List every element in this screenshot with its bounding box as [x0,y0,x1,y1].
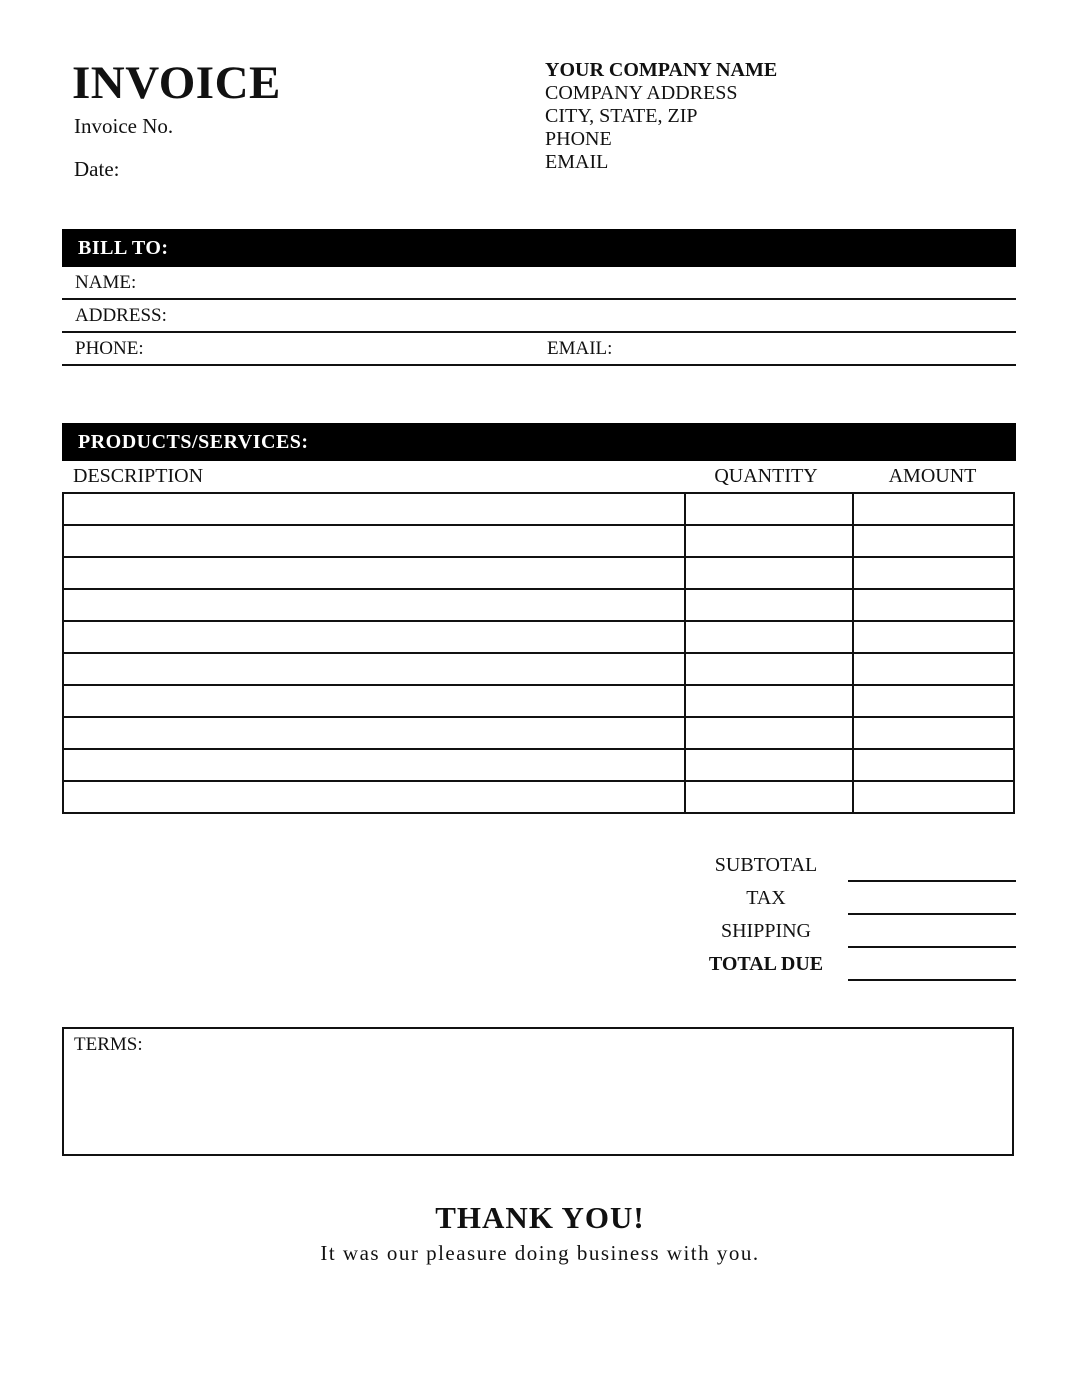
table-row [64,622,1013,654]
item-quantity-cell[interactable] [684,494,852,524]
item-amount-cell[interactable] [852,718,1013,748]
phone-label: PHONE: [75,338,144,359]
totals-block [62,852,1016,984]
items-column-headers [62,461,1015,491]
item-quantity-cell[interactable] [684,686,852,716]
terms-label: TERMS: [74,1034,143,1055]
company-name: YOUR COMPANY NAME [545,59,778,81]
company-info-block [545,59,777,174]
item-quantity-cell[interactable] [684,558,852,588]
table-row [64,782,1013,812]
footer [0,1200,1080,1266]
bill-to-phone-email-row[interactable] [62,333,1016,366]
page-title: INVOICE [72,57,281,109]
bill-to-name-row[interactable] [62,267,1016,300]
item-quantity-cell[interactable] [684,782,852,812]
item-description-cell[interactable] [64,590,684,620]
item-description-cell[interactable] [64,782,684,812]
item-amount-cell[interactable] [852,750,1013,780]
item-quantity-cell[interactable] [684,526,852,556]
date-label: Date: [74,157,120,181]
item-amount-cell[interactable] [852,686,1013,716]
item-amount-cell[interactable] [852,622,1013,652]
shipping-row [62,918,1016,951]
column-header-description: DESCRIPTION [73,465,204,487]
total-due-blank-line[interactable] [848,979,1016,981]
item-quantity-cell[interactable] [684,718,852,748]
table-row [64,654,1013,686]
column-header-amount: AMOUNT [888,465,977,487]
item-description-cell[interactable] [64,494,684,524]
item-description-cell[interactable] [64,654,684,684]
email-label: EMAIL: [547,338,613,359]
table-row [64,718,1013,750]
tax-blank-line[interactable] [848,913,1016,915]
address-label: ADDRESS: [75,305,167,326]
table-row [64,558,1013,590]
item-quantity-cell[interactable] [684,590,852,620]
total-due-label: TOTAL DUE [708,953,824,975]
terms-box[interactable] [62,1027,1014,1156]
item-amount-cell[interactable] [852,590,1013,620]
item-description-cell[interactable] [64,718,684,748]
shipping-blank-line[interactable] [848,946,1016,948]
items-table [62,492,1015,814]
item-quantity-cell[interactable] [684,654,852,684]
thank-you-text: THANK YOU! [435,1200,645,1235]
invoice-number-label: Invoice No. [74,114,174,138]
column-header-quantity: QUANTITY [714,465,818,487]
name-label: NAME: [75,272,137,293]
item-amount-cell[interactable] [852,526,1013,556]
item-description-cell[interactable] [64,750,684,780]
item-amount-cell[interactable] [852,654,1013,684]
table-row [64,686,1013,718]
tax-label: TAX [746,887,786,909]
item-description-cell[interactable] [64,558,684,588]
company-city-state-zip: CITY, STATE, ZIP [545,105,698,127]
shipping-label: SHIPPING [720,920,812,942]
table-row [64,590,1013,622]
subtotal-label: SUBTOTAL [714,854,818,876]
footer-message: It was our pleasure doing business with you. [320,1241,760,1265]
bill-to-section-header: BILL TO: [62,229,1016,267]
tax-row [62,885,1016,918]
item-amount-cell[interactable] [852,558,1013,588]
company-phone: PHONE [545,128,612,150]
company-address: COMPANY ADDRESS [545,82,738,104]
item-quantity-cell[interactable] [684,622,852,652]
company-email: EMAIL [545,151,609,173]
subtotal-row [62,852,1016,885]
item-amount-cell[interactable] [852,494,1013,524]
item-quantity-cell[interactable] [684,750,852,780]
table-row [64,494,1013,526]
item-amount-cell[interactable] [852,782,1013,812]
table-row [64,526,1013,558]
total-due-row [62,951,1016,984]
products-section-header: PRODUCTS/SERVICES: [62,423,1016,461]
item-description-cell[interactable] [64,622,684,652]
item-description-cell[interactable] [64,686,684,716]
bill-to-address-row[interactable] [62,300,1016,333]
subtotal-blank-line[interactable] [848,880,1016,882]
bill-to-fields [62,267,1016,366]
item-description-cell[interactable] [64,526,684,556]
table-row [64,750,1013,782]
